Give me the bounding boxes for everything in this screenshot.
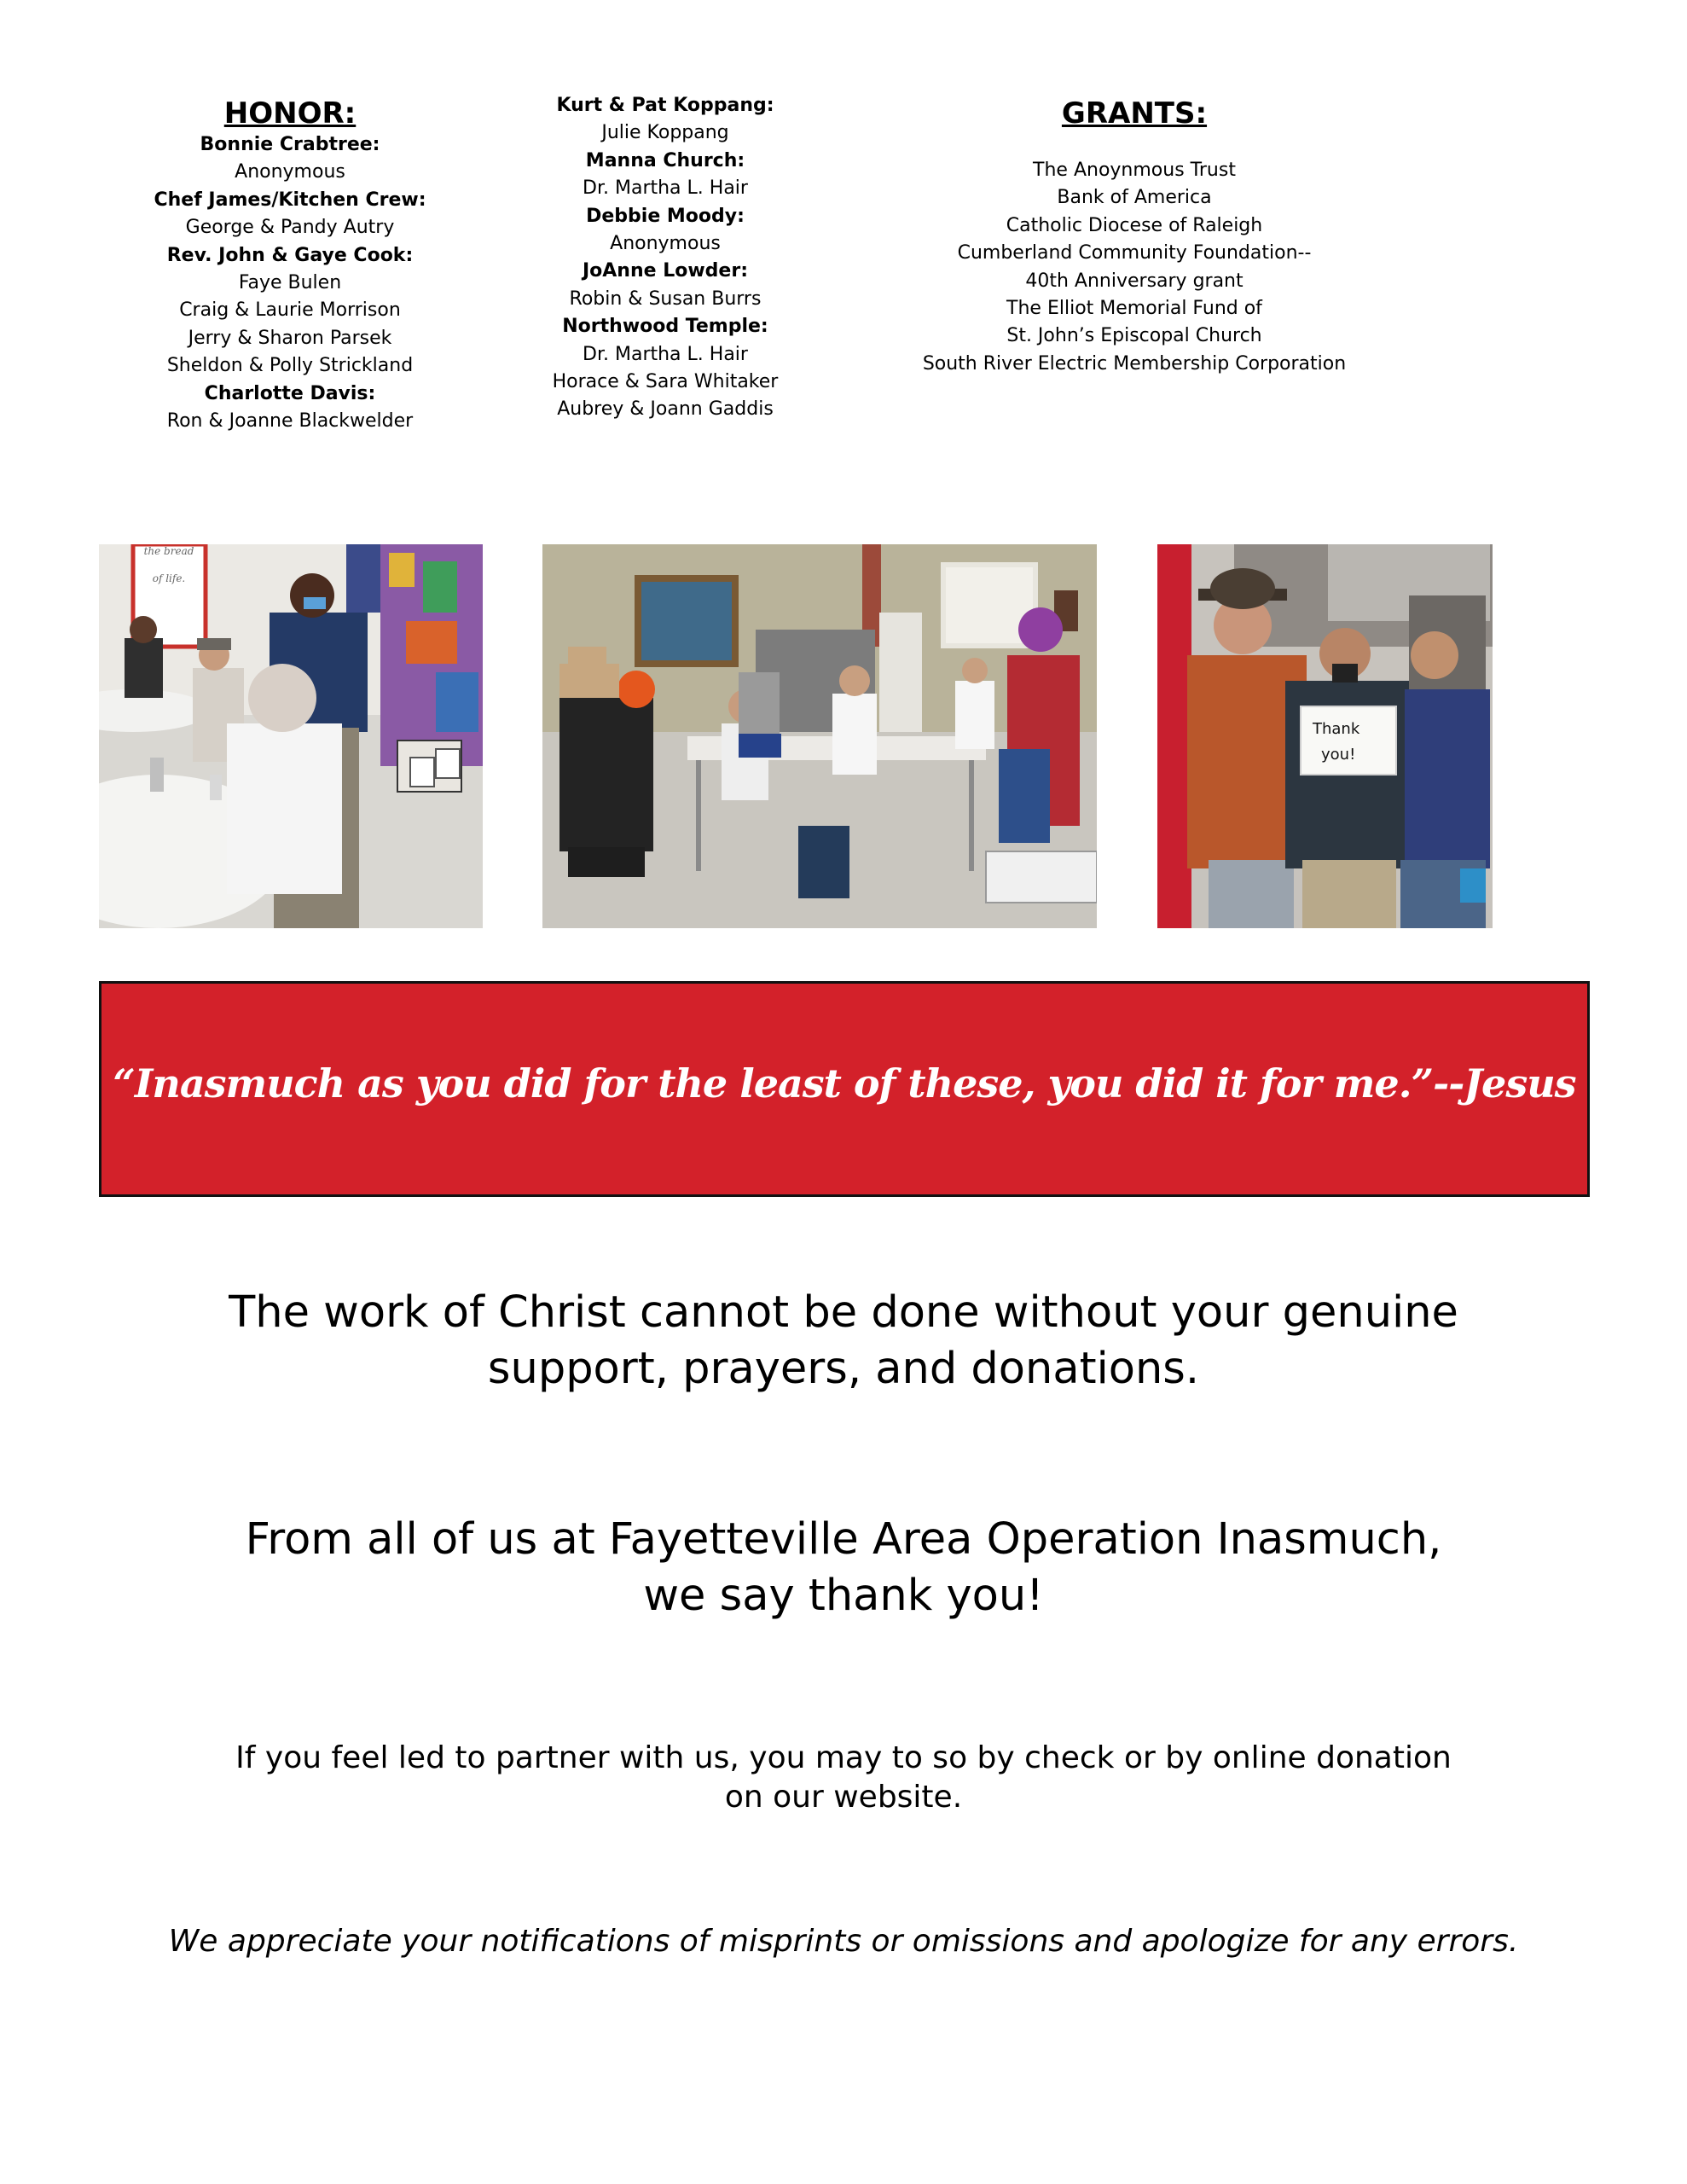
- honor-heading: HONOR:: [223, 96, 357, 131]
- grant-line: St. John’s Episcopal Church: [1006, 325, 1262, 347]
- grant-line: South River Electric Membership Corporation: [922, 352, 1347, 375]
- honor-line: Aubrey & Joann Gaddis: [557, 398, 774, 421]
- partner-line: on our website.: [724, 1780, 963, 1815]
- errata-line: We appreciate your notifications of misprints or omissions and apologize for any errors.: [168, 1924, 1519, 1959]
- honor-line: Jerry & Sharon Parsek: [188, 327, 392, 349]
- partner-line: If you feel led to partner with us, you may to so by check or by online donation: [235, 1740, 1452, 1775]
- dining-room-photo: [99, 544, 483, 928]
- errata-note: [0, 1922, 1687, 1961]
- thank-you-photo: [1157, 544, 1493, 928]
- honor-line: Anonymous: [610, 233, 721, 255]
- honor-line: Horace & Sara Whitaker: [552, 371, 779, 393]
- partner-message: [0, 1739, 1687, 1817]
- clinic-room-photo: [542, 544, 1097, 928]
- svg-text:you!: you!: [1321, 746, 1356, 764]
- honor-line: Julie Koppang: [601, 122, 729, 144]
- honor-line: Rev. John & Gaye Cook:: [166, 244, 414, 266]
- quote-text: “Inasmuch as you did for the least of these, you did it for me.”--Jesus: [113, 1060, 1576, 1107]
- honor-line: Charlotte Davis:: [204, 382, 376, 404]
- grant-line: The Elliot Memorial Fund of: [1006, 298, 1262, 320]
- svg-text:Thank: Thank: [1313, 720, 1360, 738]
- svg-text:of life.: of life.: [152, 572, 186, 584]
- honor-line: Dr. Martha L. Hair: [583, 177, 748, 200]
- grants-column: [887, 96, 1382, 378]
- grant-line: Catholic Diocese of Raleigh: [1006, 214, 1263, 236]
- honor-line: Debbie Moody:: [586, 205, 745, 227]
- thanks-line: we say thank you!: [643, 1571, 1044, 1621]
- honor-line: Manna Church:: [585, 149, 745, 171]
- grant-line: Bank of America: [1057, 187, 1212, 209]
- honor-line: Bonnie Crabtree:: [200, 134, 380, 155]
- honor-continued-column: [503, 92, 827, 424]
- svg-text:the bread: the bread: [143, 545, 194, 557]
- honor-line: Dr. Martha L. Hair: [583, 343, 748, 365]
- honor-line: Northwood Temple:: [562, 316, 768, 338]
- thanks-line: From all of us at Fayetteville Area Operation Inasmuch,: [245, 1514, 1442, 1565]
- honor-line: Sheldon & Polly Strickland: [166, 355, 414, 377]
- quote-banner: [99, 981, 1590, 1197]
- honor-line: Craig & Laurie Morrison: [179, 299, 401, 322]
- honor-line: Kurt & Pat Koppang:: [556, 95, 774, 116]
- thank-you-message: [0, 1512, 1687, 1624]
- grant-line: The Anoynmous Trust: [1033, 160, 1236, 181]
- grant-line: 40th Anniversary grant: [1025, 270, 1244, 292]
- honor-line: Chef James/Kitchen Crew:: [154, 189, 426, 211]
- honor-line: George & Pandy Autry: [185, 217, 395, 239]
- support-line: support, prayers, and donations.: [487, 1344, 1200, 1394]
- grant-line: Cumberland Community Foundation--: [957, 242, 1312, 264]
- honor-column: [128, 96, 452, 435]
- support-message: [0, 1285, 1687, 1397]
- honor-line: Anonymous: [235, 161, 345, 183]
- honor-line: JoAnne Lowder:: [582, 260, 748, 282]
- honor-line: Faye Bulen: [238, 272, 342, 294]
- honor-line: Robin & Susan Burrs: [569, 288, 762, 310]
- support-line: The work of Christ cannot be done without your genuine: [229, 1287, 1458, 1338]
- honor-line: Ron & Joanne Blackwelder: [166, 410, 414, 433]
- grants-heading: GRANTS:: [1061, 96, 1208, 131]
